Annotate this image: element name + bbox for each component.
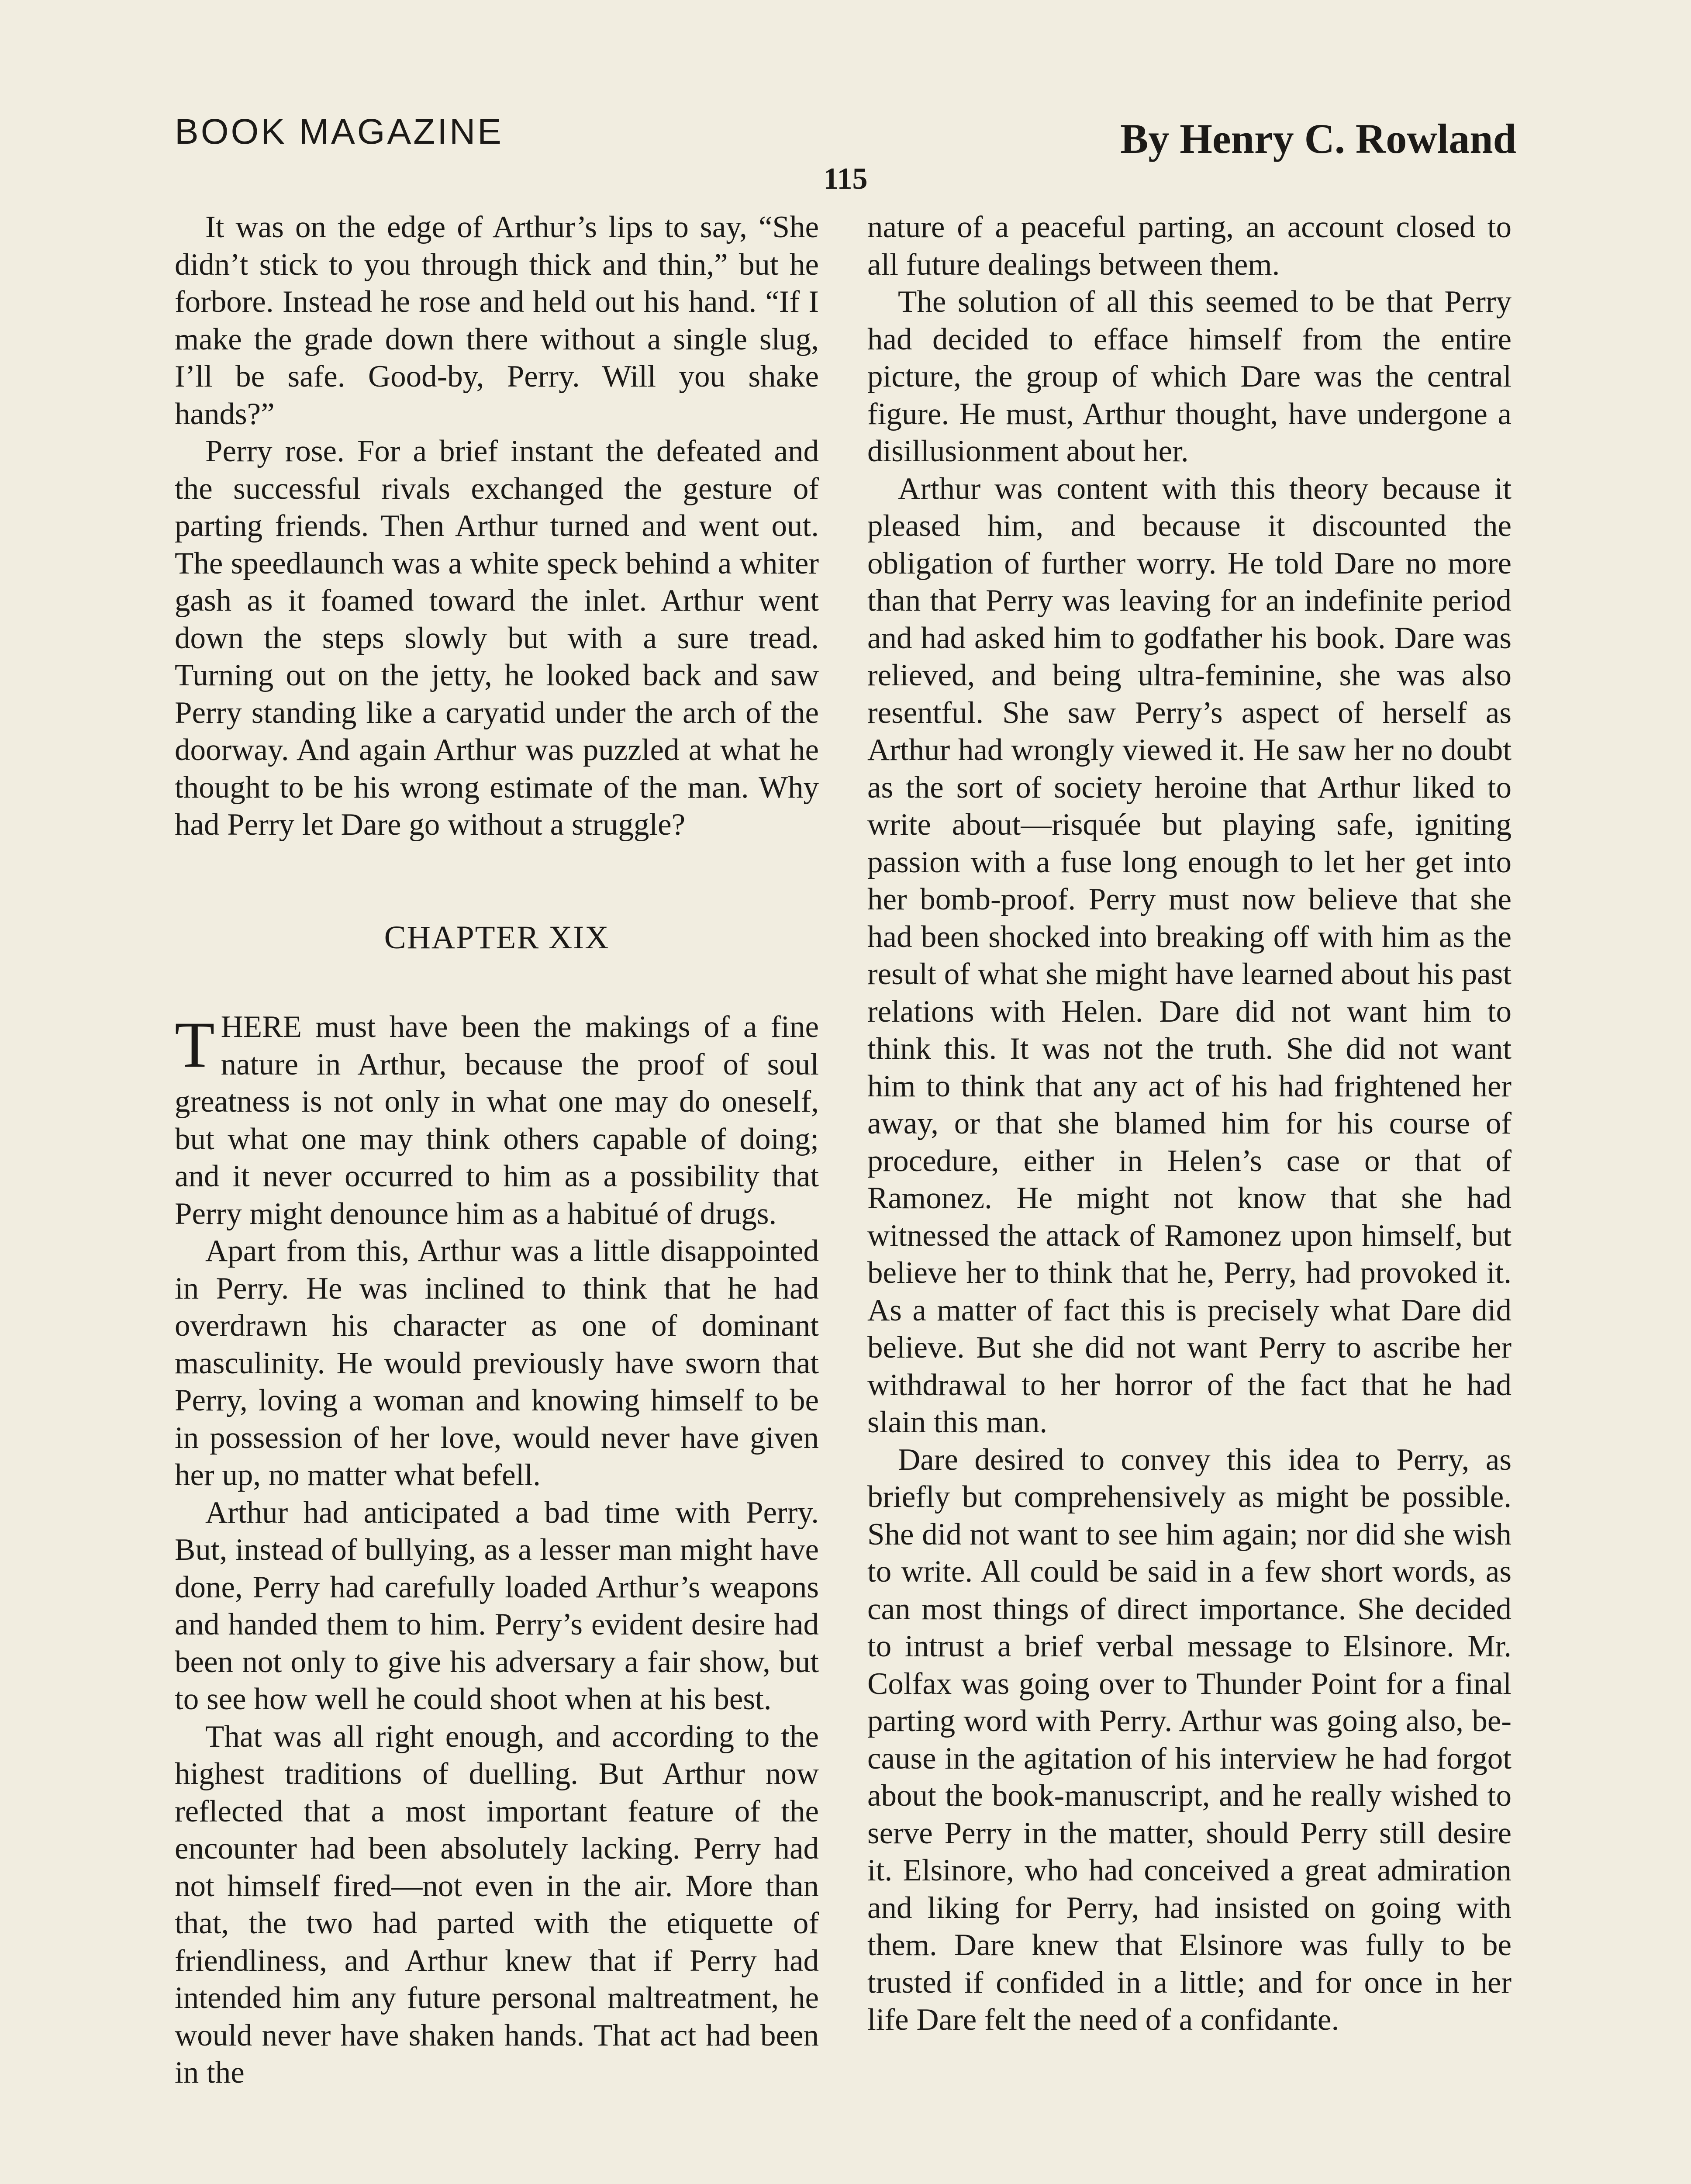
paragraph: Arthur was content with this theory because it pleased him, and because it discounted the obligation of further worry. He told Dare no more than that Perry was leaving for an indefinite period and had asked him to godfather his book. Dare was relieved, and being ultra-feminine, she was also resentful. She saw Perry’s aspect of herself as Arthur had wrongly viewed it. He saw her no doubt as the sort of society heroine that Arthur liked to write about—risquée but playing safe, igniting passion with a fuse long enough to let her get into her bomb-proof. Perry must now believe that she had been shocked into breaking off with him as the result of what she might have learned about his past relations with Helen. Dare did not want him to think this. It was not the truth. She did not want him to think that any act of his had frightened her away, or that she blamed him for his course of procedure, either in Helen’s case or that of Ramonez. He might not know that she had witnessed the attack of Ramonez upon himself, but believe her to think that he, Perry, had provoked it. As a matter of fact this is precisely what Dare did believe. But she did not want Perry to ascribe her withdrawal to her horror of the fact that he had slain this man. bbox=[867, 471, 1512, 1439]
paragraph: That was all right enough, and according to the highest traditions of duelling. But Arthur now reflected that a most important feature of the encounter had been absolutely lacking. Perry had not himself fired—not even in the air. More than that, the two had parted with the etiquette of friendliness, and Arthur knew that if Perry had intended him any future personal maltreatment, he would never have shaken hands. That act had been in the bbox=[175, 1719, 819, 2090]
paragraph: Apart from this, Arthur was a little disappointed in Perry. He was inclined to think that he had overdrawn his character as one of dominant masculinity. He would previously have sworn that Perry, loving a woman and knowing himself to be in possession of her love, would never have given her up, no matter what befell. bbox=[175, 1234, 819, 1492]
chapter-opening-paragraph bbox=[175, 1009, 819, 1233]
running-head-author: By Henry C. Rowland bbox=[1120, 115, 1516, 162]
page-number: 115 bbox=[823, 162, 868, 196]
paragraph: It was on the edge of Arthur’s lips to say, “She didn’t stick to you through thick and thin,” but he forbore. Instead he rose and held out his hand. “If I make the grade down there without a single slug, I’ll be safe. Good-by, Perry. Will you shake hands?” bbox=[175, 210, 819, 431]
paragraph: Arthur had anticipated a bad time with Perry. But, instead of bullying, as a lesser man might have done, Perry had carefully loaded Arthur’s weapons and handed them to him. Perry’s evident desire had been not only to give his adversary a fair show, but to see how well he could shoot when at his best. bbox=[175, 1495, 819, 1716]
right-column bbox=[867, 209, 1512, 2039]
drop-cap: T bbox=[175, 1009, 215, 1081]
left-column bbox=[175, 209, 819, 2092]
paragraph: Perry rose. For a brief instant the defeated and the successful rivals exchanged the gesture of parting friends. Then Arthur turned and went out. The speedlaunch was a white speck behind a whiter gash as it foamed toward the inlet. Arthur went down the steps slowly but with a sure tread. Turning out on the jetty, he looked back and saw Perry standing like a caryatid under the arch of the doorway. And again Arthur was puzzled at what he thought to be his wrong estimate of the man. Why had Perry let Dare go without a struggle? bbox=[175, 434, 819, 842]
chapter-heading: CHAPTER XIX bbox=[384, 919, 610, 956]
paragraph-text: HERE must have been the makings of a fine nature in Arthur, because the proof of soul greatness is not only in what one may do oneself, but what one may think others capable of doing; and it never occurred to him as a possibility that Perry might denounce him as a habitué of drugs. bbox=[175, 1010, 819, 1231]
paragraph: The solution of all this seemed to be that Perry had decided to efface himself from the entire picture, the group of which Dare was the central figure. He must, Arthur thought, have undergone a disillusionment about her. bbox=[867, 285, 1512, 468]
paragraph-continued: nature of a peaceful parting, an account closed to all future dealings between them. bbox=[867, 210, 1512, 282]
paragraph: Dare desired to convey this idea to Perry, as briefly but comprehensively as might be possible. She did not want to see him again; nor did she wish to write. All could be said in a few short words, as can most things of direct importance. She decided to intrust a brief verbal message to Elsinore. Mr. Colfax was going over to Thunder Point for a final parting word with Perry. Arthur was going also, because in the agitation of his interview he had forgot about the book-manuscript, and he really wished to serve Perry in the matter, should Perry still desire it. Elsinore, who had conceived a great admiration and liking for Perry, had insisted on going with them. Dare knew that Elsinore was fully to be trusted if confided in a little; and for once in her life Dare felt the need of a confidante. bbox=[867, 1442, 1512, 2037]
running-head-magazine: BOOK MAGAZINE bbox=[175, 112, 504, 152]
